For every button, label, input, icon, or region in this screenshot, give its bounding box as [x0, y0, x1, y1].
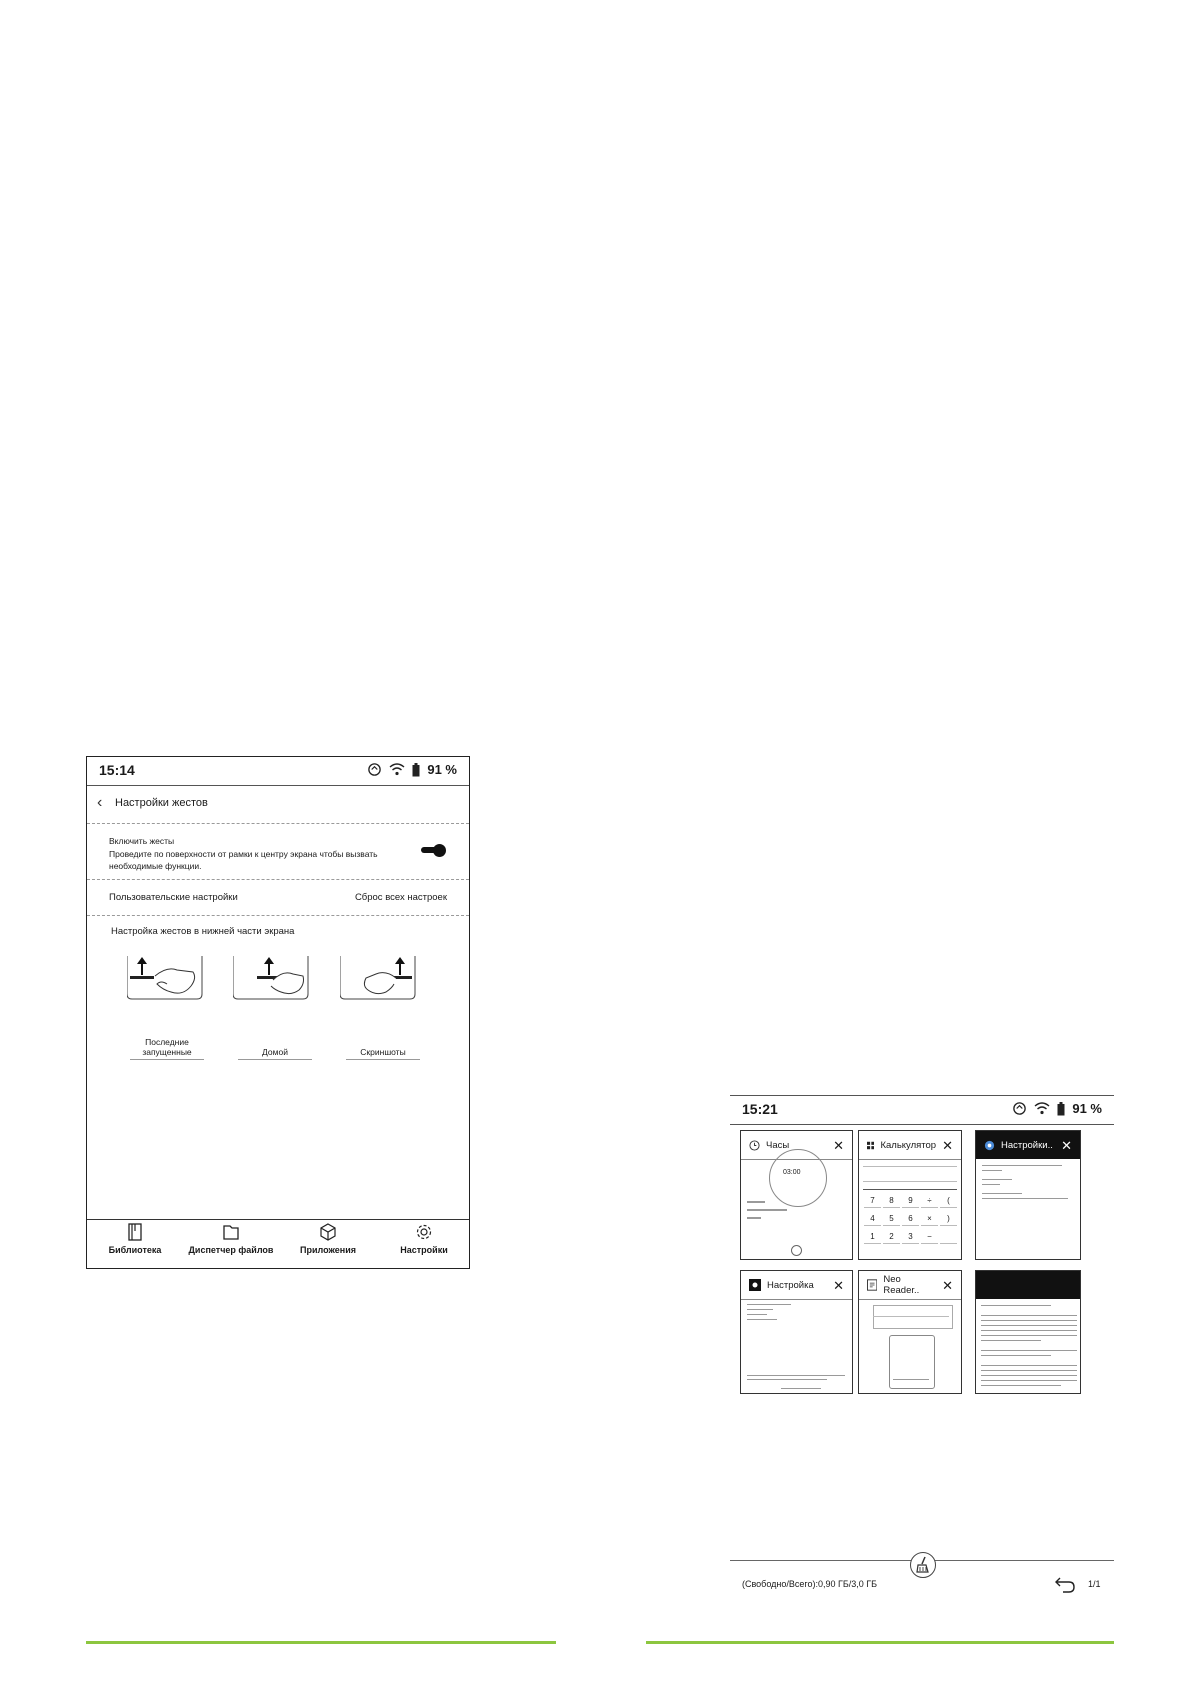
gesture-label-home[interactable]: Домой: [238, 1047, 312, 1060]
app-card-neo-reader[interactable]: [858, 1270, 962, 1394]
calculator-icon: [867, 1140, 874, 1151]
back-chevron-icon[interactable]: ‹: [97, 794, 103, 811]
battery-icon: [412, 763, 420, 777]
gesture-settings-screen: [86, 756, 470, 1269]
right-page-rule: [646, 1641, 1114, 1644]
left-page-rule: [86, 1641, 556, 1644]
card-title: Neo Reader..: [883, 1274, 920, 1296]
app-card-setup[interactable]: [740, 1270, 853, 1394]
card-title: Часы: [766, 1139, 790, 1151]
clock-icon: [749, 1140, 760, 1151]
gesture-label-screenshots[interactable]: Скриншоты: [346, 1047, 420, 1060]
battery-level: 91 %: [427, 762, 457, 777]
gesture-screenshots[interactable]: [340, 956, 420, 1000]
gesture-home[interactable]: [233, 956, 313, 1000]
storage-info: (Свободно/Всего):0,90 ГБ/3,0 ГБ: [742, 1579, 878, 1589]
enable-gestures-title: Включить жесты: [109, 836, 175, 846]
play-icon[interactable]: [791, 1245, 802, 1256]
close-icon[interactable]: ✕: [1061, 1137, 1072, 1153]
wifi-icon: [1034, 1102, 1050, 1115]
gesture-label-recent[interactable]: Последние запущенные: [130, 1037, 204, 1060]
status-time: 15:14: [99, 762, 135, 778]
gear-box-icon: [749, 1279, 761, 1291]
custom-settings-row: [87, 879, 469, 916]
enable-gestures-description: Проведите по поверхности от рамки к центру экрана чтобы вызвать необходимые функции.: [109, 849, 378, 871]
header: [87, 785, 469, 824]
close-icon[interactable]: ✕: [833, 1137, 844, 1153]
battery-icon: [1057, 1102, 1065, 1116]
page-title: Настройки жестов: [115, 797, 208, 809]
nav-settings[interactable]: Настройки: [379, 1220, 469, 1256]
status-time: 15:21: [742, 1101, 778, 1117]
sync-icon: [1012, 1101, 1027, 1116]
gear-icon: [415, 1223, 433, 1241]
app-card-calculator[interactable]: Калькулятор ✕ 7 8 9 ÷ ( 4 5 6 × ) 1 2 3 −: [858, 1130, 962, 1260]
card-title: Настройки..: [1001, 1139, 1053, 1151]
reader-icon: [867, 1279, 877, 1291]
bottom-gestures-section-title: Настройка жестов в нижней части экрана: [111, 926, 295, 937]
swipe-up-center-icon: [233, 956, 313, 1000]
reset-all-settings-button[interactable]: Сброс всех настроек: [354, 892, 447, 903]
close-icon[interactable]: ✕: [942, 1137, 953, 1153]
close-icon[interactable]: ✕: [942, 1277, 953, 1293]
app-card-settings-dark[interactable]: [975, 1130, 1081, 1260]
library-icon: [126, 1223, 144, 1241]
enable-gestures-toggle[interactable]: [421, 844, 447, 856]
bottom-nav: [87, 1219, 469, 1269]
undo-icon[interactable]: [1054, 1575, 1076, 1593]
page-indicator: 1/1: [1088, 1579, 1101, 1589]
nav-library[interactable]: Библиотека: [90, 1220, 180, 1256]
app-card-clock[interactable]: [740, 1130, 853, 1260]
battery-level: 91 %: [1072, 1101, 1102, 1116]
nav-file-manager[interactable]: Диспетчер файлов: [186, 1220, 276, 1256]
wifi-icon: [389, 763, 405, 776]
apps-cube-icon: [319, 1223, 337, 1241]
sync-icon: [367, 762, 382, 777]
enable-gestures-row: [87, 823, 469, 880]
close-icon[interactable]: ✕: [833, 1277, 844, 1293]
app-card-document[interactable]: [975, 1270, 1081, 1394]
custom-settings-label[interactable]: Пользовательские настройки: [109, 892, 238, 903]
clock-dial: [769, 1149, 827, 1207]
status-bar: [730, 1095, 1114, 1125]
settings-app-icon: [984, 1140, 995, 1151]
card-title: Настройка: [767, 1279, 814, 1291]
folder-icon: [222, 1223, 240, 1241]
clock-time: 03:00: [783, 1169, 801, 1176]
card-title: Калькулятор: [880, 1139, 937, 1151]
clean-button[interactable]: [910, 1552, 936, 1578]
nav-apps[interactable]: Приложения: [283, 1220, 373, 1256]
swipe-up-right-icon: [340, 956, 420, 1000]
swipe-up-left-icon: [127, 956, 207, 1000]
gesture-recent-apps[interactable]: [127, 956, 207, 1000]
recent-apps-screen: [730, 1095, 1114, 1595]
broom-icon: [911, 1553, 935, 1577]
status-bar: [87, 757, 469, 786]
